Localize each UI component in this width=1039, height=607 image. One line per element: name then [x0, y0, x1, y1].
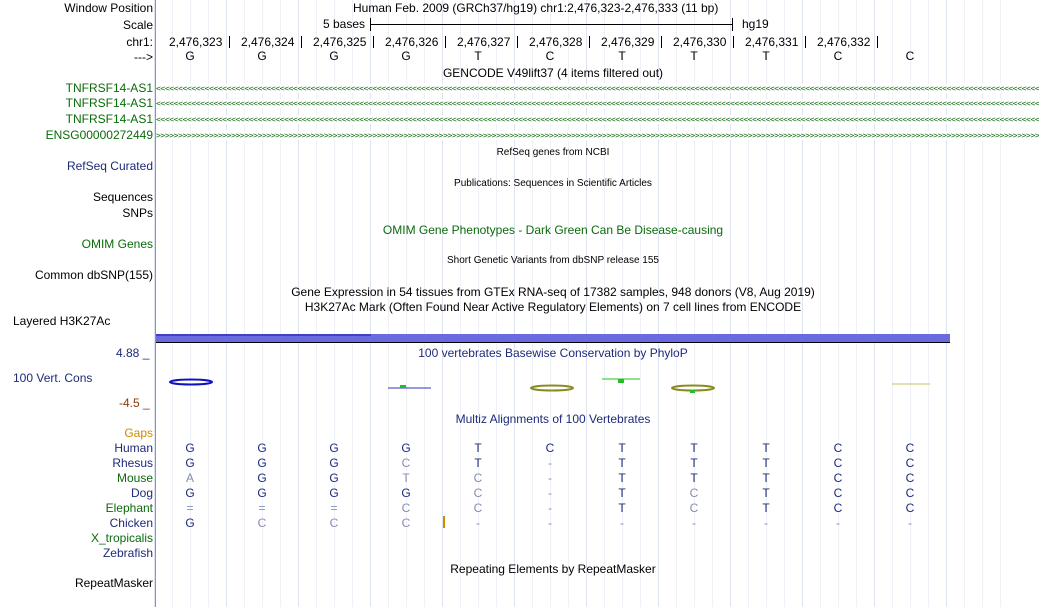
chicken-gap-marker — [443, 516, 445, 528]
alignment-base: - — [548, 456, 552, 470]
reference-base: T — [690, 49, 698, 63]
refseq-title: RefSeq genes from NCBI — [496, 147, 610, 158]
alignment-base: - — [548, 501, 552, 515]
coordinate-label: 2,476,326 — [385, 35, 439, 49]
alignment-base: T — [762, 456, 770, 470]
alignment-base: G — [257, 441, 267, 455]
coordinate-tick — [877, 36, 878, 48]
alignment-base: C — [257, 516, 267, 530]
alignment-base: C — [545, 441, 555, 455]
reference-base: G — [185, 49, 195, 63]
alignment-base: G — [257, 456, 267, 470]
species-label[interactable]: Mouse — [116, 471, 153, 485]
h3k27ac-title: H3K27Ac Mark (Often Found Near Active Regulatory Elements) on 7 cell lines from ENCODE — [304, 300, 802, 314]
alignment-base: T — [690, 441, 698, 455]
alignment-base: G — [185, 456, 195, 470]
scale-label: Scale — [122, 18, 153, 32]
gene-label-2[interactable]: TNFRSF14-AS1 — [65, 96, 153, 110]
gene-label-1[interactable]: TNFRSF14-AS1 — [65, 81, 153, 95]
reference-base: G — [257, 49, 267, 63]
alignment-base: C — [401, 501, 411, 515]
alignment-base: = — [258, 501, 266, 515]
alignment-base: - — [836, 516, 840, 530]
coordinate-tick — [733, 36, 734, 48]
snps-label[interactable]: SNPs — [122, 206, 153, 220]
scale-assembly: hg19 — [742, 17, 769, 31]
alignment-base: - — [764, 516, 768, 530]
coordinate-label: 2,476,324 — [241, 35, 295, 49]
species-label[interactable]: Dog — [130, 486, 153, 500]
alignment-base: G — [257, 486, 267, 500]
reference-base: G — [401, 49, 411, 63]
alignment-base: G — [185, 516, 195, 530]
alignment-base: T — [618, 486, 626, 500]
alignment-base: C — [905, 441, 915, 455]
repeat-title: Repeating Elements by RepeatMasker — [450, 562, 656, 576]
coordinate-tick — [373, 36, 374, 48]
gtex-title: Gene Expression in 54 tissues from GTEx RNA-seq of 17382 samples, 948 donors (V8, Aug 2019) — [291, 285, 815, 299]
phylop-logo-8 — [672, 386, 714, 394]
alignment-base: C — [329, 516, 339, 530]
species-label[interactable]: Chicken — [109, 516, 153, 530]
h3k27ac-signal-peak — [156, 334, 371, 336]
alignment-base: G — [329, 486, 339, 500]
alignment-base: T — [762, 471, 770, 485]
species-label[interactable]: Rhesus — [112, 456, 153, 470]
coordinate-label: 2,476,330 — [673, 35, 727, 49]
alignment-base: C — [833, 486, 843, 500]
coordinate-tick — [589, 36, 590, 48]
strand-label: ---> — [134, 50, 153, 64]
phylop-logo-7 — [602, 379, 640, 383]
alignment-base: - — [548, 486, 552, 500]
chrom-label: chr1: — [126, 35, 153, 49]
alignment-base: T — [474, 456, 482, 470]
gene-label-4[interactable]: ENSG00000272449 — [45, 128, 153, 142]
phylop-logo-6 — [531, 386, 573, 391]
coordinate-label: 2,476,327 — [457, 35, 511, 49]
species-label[interactable]: X_tropicalis — [90, 531, 153, 545]
alignment-base: T — [762, 486, 770, 500]
alignment-base: T — [618, 441, 626, 455]
alignment-base: A — [185, 471, 194, 485]
repeat-label[interactable]: RepeatMasker — [74, 576, 153, 590]
alignment-base: C — [833, 501, 843, 515]
alignment-base: C — [401, 516, 411, 530]
alignment-base: G — [401, 441, 411, 455]
reference-base: C — [833, 49, 843, 63]
alignment-base: G — [185, 486, 195, 500]
phylop-plot — [156, 362, 950, 402]
alignment-base: G — [329, 456, 339, 470]
gene-track-3[interactable]: <<<<<<<<<<<<<<<<<<<<<<<<<<<<<<<<<<<<<<<<<<<<<<<<<<<<<<<<<<<<<<<<<<<<<<<<<<<<<<<<<<<<<<<<<<<<<<<<<<<<<<<<<<<<<<<<<<<<<<<<<<<<<<<<<<<<<<<<<<<<<<<<<<<<<<<<<<<<<<<<<<<<<<<<<<<<<<<<<<<<<<<<<<<<<<<<<<<<<<<< — [156, 115, 1039, 124]
alignment-base: G — [257, 471, 267, 485]
alignment-base: T — [690, 456, 698, 470]
alignment-base: C — [689, 486, 699, 500]
reference-base: C — [545, 49, 555, 63]
dbsnp-title: Short Genetic Variants from dbSNP release 155 — [447, 255, 659, 266]
alignment-base: C — [833, 456, 843, 470]
coordinate-label: 2,476,329 — [601, 35, 655, 49]
alignment-base: C — [905, 456, 915, 470]
phylop-min: -4.5 _ — [119, 396, 150, 410]
alignment-base: C — [833, 441, 843, 455]
assembly-range: Human Feb. 2009 (GRCh37/hg19) chr1:2,476,323-2,476,333 (11 bp) — [353, 1, 719, 15]
reference-base: T — [474, 49, 482, 63]
gaps-label[interactable]: Gaps — [124, 426, 153, 440]
alignment-base: T — [402, 471, 410, 485]
alignment-base: T — [618, 471, 626, 485]
alignment-base: C — [473, 471, 483, 485]
coordinate-label: 2,476,332 — [817, 35, 871, 49]
alignment-base: G — [401, 486, 411, 500]
alignment-base: T — [474, 441, 482, 455]
alignment-base: C — [905, 471, 915, 485]
gencode-title: GENCODE V49lift37 (4 items filtered out) — [442, 66, 664, 80]
alignment-base: T — [762, 501, 770, 515]
reference-base: T — [618, 49, 626, 63]
scale-bar-left-tick — [370, 18, 371, 31]
phylop-title: 100 vertebrates Basewise Conservation by PhyloP — [418, 346, 688, 360]
alignment-base: T — [762, 441, 770, 455]
phylop-max: 4.88 _ — [116, 346, 150, 360]
coordinate-tick — [301, 36, 302, 48]
alignment-base: C — [473, 501, 483, 515]
coordinate-tick — [661, 36, 662, 48]
alignment-base: G — [185, 441, 195, 455]
alignment-base: C — [401, 456, 411, 470]
gene-track-2[interactable]: <<<<<<<<<<<<<<<<<<<<<<<<<<<<<<<<<<<<<<<<<<<<<<<<<<<<<<<<<<<<<<<<<<<<<<<<<<<<<<<<<<<<<<<<<<<<<<<<<<<<<<<<<<<<<<<<<<<<<<<<<<<<<<<<<<<<<<<<<<<<<<<<<<<<<<<<<<<<<<<<<<<<<<<<<<<<<<<<<<<<<<<<<<<<<<<<<<<<<<<< — [156, 99, 1039, 108]
omim-label[interactable]: OMIM Genes — [81, 237, 153, 251]
coordinate-tick — [805, 36, 806, 48]
phylop-logo-4 — [388, 385, 431, 388]
alignment-base: - — [476, 516, 480, 530]
coordinate-label: 2,476,325 — [313, 35, 367, 49]
alignment-base: C — [905, 501, 915, 515]
alignment-base: - — [620, 516, 624, 530]
gene-track-4[interactable]: >>>>>>>>>>>>>>>>>>>>>>>>>>>>>>>>>>>>>>>>>>>>>>>>>>>>>>>>>>>>>>>>>>>>>>>>>>>>>>>>>>>>>>>>>>>>>>>>>>>>>>>>>>>>>>>>>>>>>>>>>>>>>>>>>>>>>>>>>>>>>>>>>>>>>>>>>>>>>>>>>>>>>>>>>>>>>>>>>>>>>>>>>>>>>>>>>>>>>>>> — [156, 131, 1039, 140]
alignment-base: T — [690, 471, 698, 485]
h3k27ac-baseline — [156, 342, 950, 343]
phylop-label[interactable]: 100 Vert. Cons — [13, 371, 93, 385]
reference-base: G — [329, 49, 339, 63]
alignment-base: G — [329, 471, 339, 485]
alignment-base: C — [473, 486, 483, 500]
species-label[interactable]: Human — [114, 441, 153, 455]
alignment-base: T — [618, 501, 626, 515]
gene-label-3[interactable]: TNFRSF14-AS1 — [65, 112, 153, 126]
gene-track-1[interactable]: <<<<<<<<<<<<<<<<<<<<<<<<<<<<<<<<<<<<<<<<<<<<<<<<<<<<<<<<<<<<<<<<<<<<<<<<<<<<<<<<<<<<<<<<<<<<<<<<<<<<<<<<<<<<<<<<<<<<<<<<<<<<<<<<<<<<<<<<<<<<<<<<<<<<<<<<<<<<<<<<<<<<<<<<<<<<<<<<<<<<<<<<<<<<<<<<<<<<<<<< — [156, 84, 1039, 93]
alignment-base: C — [905, 486, 915, 500]
alignment-base: - — [908, 516, 912, 530]
reference-base: T — [762, 49, 770, 63]
alignment-base: C — [689, 501, 699, 515]
window-position-label: Window Position — [64, 1, 153, 15]
refseq-label[interactable]: RefSeq Curated — [66, 159, 153, 173]
publications-title: Publications: Sequences in Scientific Articles — [454, 178, 652, 189]
coordinate-tick — [517, 36, 518, 48]
scale-value: 5 bases — [323, 17, 366, 31]
phylop-logo-1 — [170, 380, 212, 385]
h3k27ac-label[interactable]: Layered H3K27Ac — [13, 314, 111, 328]
coordinate-label: 2,476,323 — [169, 35, 223, 49]
sequences-label[interactable]: Sequences — [92, 190, 153, 204]
species-label[interactable]: Elephant — [105, 501, 153, 515]
dbsnp-label[interactable]: Common dbSNP(155) — [34, 268, 153, 282]
alignment-base: G — [329, 441, 339, 455]
alignment-base: - — [548, 471, 552, 485]
coordinate-tick — [445, 36, 446, 48]
alignment-base: C — [833, 471, 843, 485]
multiz-title: Multiz Alignments of 100 Vertebrates — [455, 412, 651, 426]
reference-base: C — [905, 49, 915, 63]
coordinate-label: 2,476,331 — [745, 35, 799, 49]
alignment-base: = — [186, 501, 194, 515]
alignment-base: - — [548, 516, 552, 530]
coordinate-tick — [229, 36, 230, 48]
scale-bar-right-tick — [732, 18, 733, 31]
coordinate-label: 2,476,328 — [529, 35, 583, 49]
alignment-base: T — [618, 456, 626, 470]
alignment-base: = — [330, 501, 338, 515]
alignment-base: - — [692, 516, 696, 530]
omim-title: OMIM Gene Phenotypes - Dark Green Can Be Disease-causing — [382, 223, 724, 237]
species-label[interactable]: Zebrafish — [102, 546, 153, 560]
scale-bar — [370, 24, 732, 25]
